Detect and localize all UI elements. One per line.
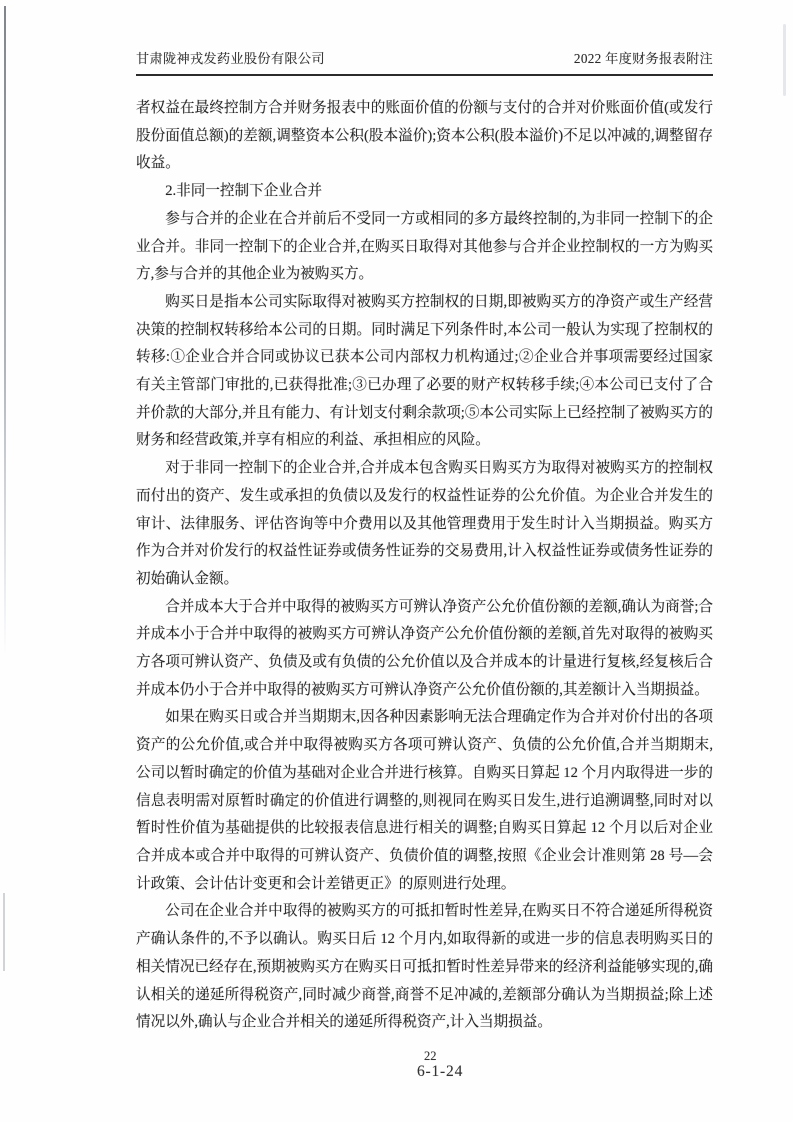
paragraph-merger-cost: 对于非同一控制下的企业合并,合并成本包含购买日购买方为取得对被购买方的控制权而付出的资产、发生或承担的负债以及发行的权益性证券的公允价值。为企业合并发生的审计、法律服务、评估咨询等中介费用以及其他管理费用于发生时计入当期损益。购买方作为合并对价发行的权益性证券或债务性证券的交易费用,计入权益性证券或债务性证券的初始确认金额。 [136,460,713,587]
scan-artifact-right-sliver [783,24,786,96]
scan-artifact-left-line [4,6,6,656]
section-heading-non-common-control-merger: 2.非同一控制下企业合并 [165,183,323,200]
page-number: 22 [424,1049,437,1063]
scan-artifact-left-line-lower [3,893,5,971]
sheet-number: 6-1-24 [417,1063,464,1080]
paragraph-purchase-date-conditions: 购买日是指本公司实际取得对被购买方控制权的日期,即被购买方的净资产或生产经营决策的控制权转移给本公司的日期。同时满足下列条件时,本公司一般认为实现了控制权的转移:①企业合并合同或协议已获本公司内部权力机构通过;②企业合并事项需要经过国家有关主管部门审批的,已获得批准;③已办理了必要的财产权转移手续;④本公司已支付了合并价款的大部分,并且有能力、有计划支付剩余款项;⑤本公司实际上已经控制了被购买方的财务和经营政策,并享有相应的利益、承担相应的风险。 [136,293,713,449]
page-header [136,48,713,76]
paragraph-merger-definition: 参与合并的企业在合并前后不受同一方或相同的多方最终控制的,为非同一控制下的企业合并。非同一控制下的企业合并,在购买日取得对其他参与合并企业控制权的一方为购买方,参与合并的其他企业为被购买方。 [136,210,713,283]
paragraph-deferred-tax: 公司在企业合并中取得的被购买方的可抵扣暂时性差异,在购买日不符合递延所得税资产确认条件的,不予以确认。购买日后 12 个月内,如取得新的或进一步的信息表明购买日的相关情况已经存在,预期被购买方在购买日可抵扣暂时性差异带来的经济利益能够实现的,确认相关的递延所得税资产,同时减少商誉,商誉不足冲减的,差额部分确认为当期损益;除上述情况以外,确认与企业合并相关的递延所得税资产,计入当期损益。 [136,903,713,1031]
paragraph-goodwill: 合并成本大于合并中取得的被购买方可辨认净资产公允价值份额的差额,确认为商誉;合并成本小于合并中取得的被购买方可辨认净资产公允价值份额的差额,首先对取得的被购买方各项可辨认资产、负债及或有负债的公允价值以及合并成本的计量进行复核,经复核后合并成本仍小于合并中取得的被购买方可辨认净资产公允价值份额的,其差额计入当期损益。 [136,598,713,698]
document-body [136,95,713,1037]
page-footer [417,1050,463,1081]
paragraph-continuation: 者权益在最终控制方合并财务报表中的账面价值的份额与支付的合并对价账面价值(或发行股份面值总额)的差额,调整资本公积(股本溢价);资本公积(股本溢价)不足以冲减的,调整留存收益。 [136,100,713,172]
company-name: 甘肃陇神戎发药业股份有限公司 [136,51,325,66]
paragraph-provisional-values: 如果在购买日或合并当期期末,因各种因素影响无法合理确定作为合并对价付出的各项资产的公允价值,或合并中取得被购买方各项可辨认资产、负债的公允价值,合并当期期末,公司以暂时确定的价值为基础对企业合并进行核算。自购买日算起 12 个月内取得进一步的信息表明需对原暂时确定的价值进行调整的,则视同在购买日发生,进行追溯调整,同时对以暂时性价值为基础提供的比较报表信息进行相关的调整;自购买日算起 12 个月以后对企业合并成本或合并中取得的可辨认资产、负债价值的调整,按照《企业会计准则第 28 号—会计政策、会计估计变更和会计差错更正》的原则进行处理。 [136,709,713,892]
report-title: 2022 年度财务报表附注 [573,51,713,66]
